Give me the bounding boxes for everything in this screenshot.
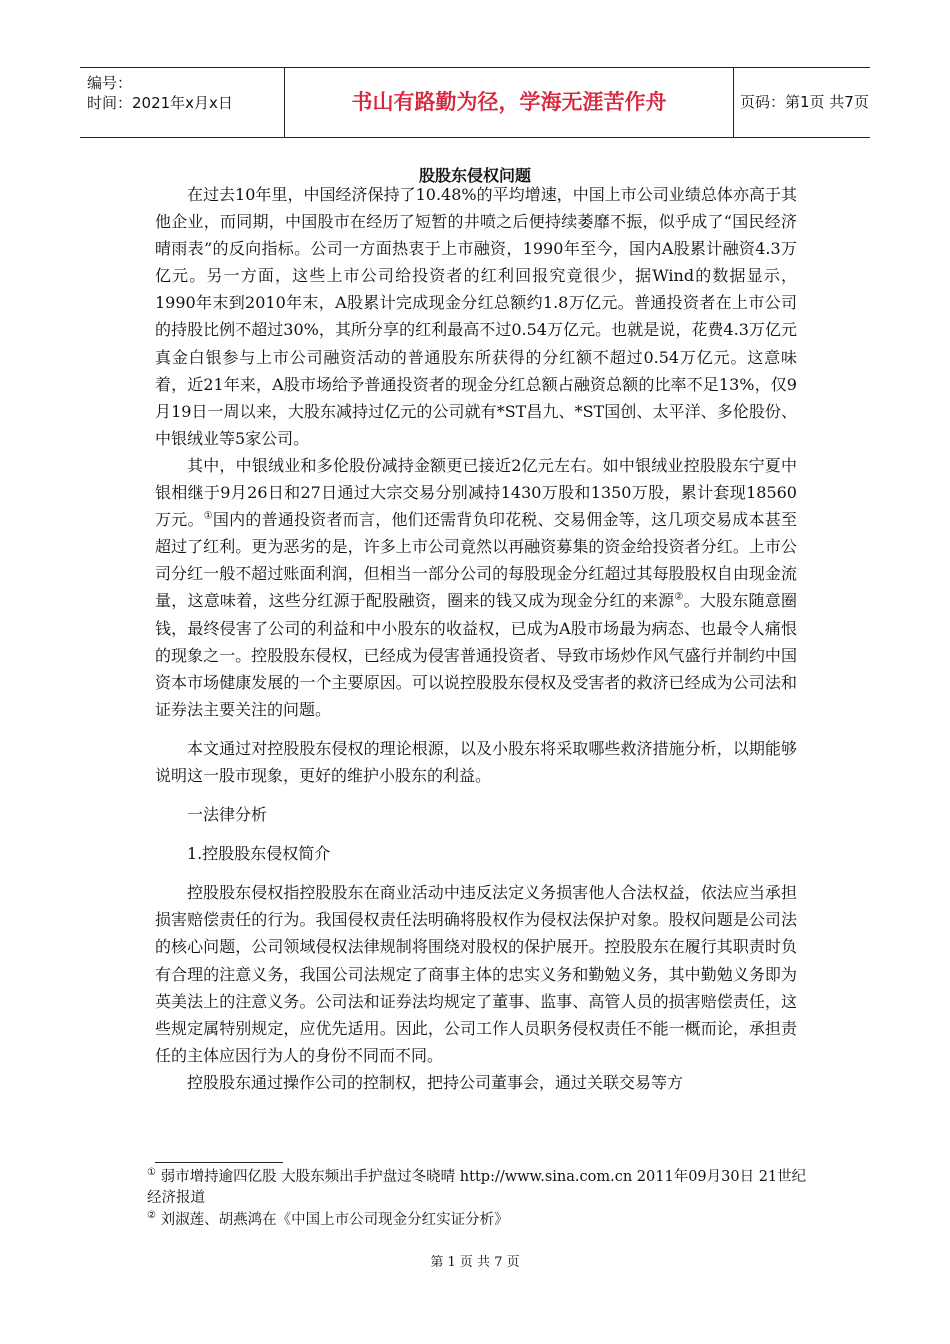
footnote-separator — [155, 1162, 283, 1163]
header-page-info: 页码：第1页 共7页 — [740, 93, 869, 111]
paragraph-2-part-a: 其中，中银绒业和多伦股份减持金额更已接近2亿元左右。如中银绒业控股股东宁夏中银相继于9月26日和27日通过大宗交易分别减持1430万股和1350万股，累计套现18560万元。 — [155, 455, 797, 530]
paragraph-5: 控股股东通过操作公司的控制权，把持公司董事会，通过关联交易等方 — [187, 1072, 684, 1092]
header-motto: 书山有路勤为径，学海无涯苦作舟 — [285, 68, 734, 137]
footnote-2 — [147, 1210, 807, 1231]
paragraph-4: 控股股东侵权指控股股东在商业活动中违反法定义务损害他人合法权益，依法应当承担损害赔偿责任的行为。我国侵权责任法明确将股权作为侵权法保护对象。股权问题是公司法的核心问题，公司领域侵权法律规制将围绕对股权的保护展开。控股股东在履行其职责时负有合理的注意义务，我国公司法规定了商事主体的忠实义务和勤勉义务，其中勤勉义务即为英美法上的注意义务。公司法和证券法均规定了董事、监事、高管人员的损害赔偿责任，这些规定属特别规定，应优先适用。因此，公司工作人员职务侵权责任不能一概而论，承担责任的主体应因行为人的身份不同而不同。 — [155, 883, 797, 1065]
page-number-footer: 第 1 页 共 7 页 — [430, 1255, 520, 1270]
footnote-1-text: 弱市增持逾四亿股 大股东频出手护盘过冬晓晴 http://www.sina.com.cn 2011年09月30日 21世纪经济报道 — [147, 1169, 807, 1206]
subsection-heading: 1.控股股东侵权简介 — [187, 844, 331, 864]
paragraph-1: 在过去10年里，中国经济保持了10.48%的平均增速，中国上市公司业绩总体亦高于其他企业，而同期，中国股市在经历了短暂的井喷之后便持续萎靡不振，似乎成了“国民经济晴雨表”的反向指标。公司一方面热衷于上市融资，1990年至今，国内A股累计融资4.3万亿元。另一方面，这些上市公司给投资者的红利回报究竟很少，据Wind的数据显示，1990年末到2010年末，A股累计完成现金分红总额约1.8万亿元。普通投资者在上市公司的持股比例不超过30%，其所分享的红利最高不过0.54万亿元。也就是说，花费4.3万亿元真金白银参与上市公司融资活动的普通股东所获得的分红额不超过0.54万亿元。这意味着，近21年来，A股市场给予普通投资者的现金分红总额占融资总额的比率不足13%，仅9月19日一周以来，大股东减持过亿元的公司就有*ST昌九、*ST国创、太平洋、多伦股份、中银绒业等5家公司。 — [155, 185, 797, 448]
header-number: 编号： — [87, 74, 133, 92]
footnote-ref-1[interactable]: ① — [203, 510, 213, 522]
paragraph-2-part-c: 。大股东随意圈钱，最终侵害了公司的利益和中小股东的收益权，已成为A股市场最为病态、也最令人痛恨的现象之一。控股股东侵权，已经成为侵害普通投资者、导致市场炒作风气盛行并制约中国资本市场健康发展的一个主要原因。可以说控股股东侵权及受害者的救济已经成为公司法和证券法主要关注的问题。 — [155, 591, 797, 719]
document-title: 股股东侵权问题 — [418, 166, 531, 185]
footnote-1 — [147, 1167, 807, 1209]
document-body — [155, 181, 797, 1096]
footnote-1-mark: ① — [147, 1167, 156, 1179]
footnote-2-mark: ② — [147, 1210, 156, 1222]
header-date: 时间：2021年x月x日 — [87, 94, 233, 112]
footnote-2-text: 刘淑莲、胡燕鸿在《中国上市公司现金分红实证分析》 — [160, 1212, 509, 1228]
header-meta-cell — [80, 68, 285, 137]
footnote-ref-2[interactable]: ② — [674, 592, 684, 604]
paragraph-2-part-b: 国内的普通投资者而言，他们还需背负印花税、交易佣金等，这几项交易成本甚至超过了红利。更为恶劣的是，许多上市公司竟然以再融资募集的资金给投资者分红。上市公司分红一般不超过账面利润，但相当一部分公司的每股现金分红超过其每股股权自由现金流量，这意味着，这些分红源于配股融资，圈来的钱又成为现金分红的来源 — [155, 510, 797, 611]
page-header-table — [80, 67, 870, 138]
paragraph-3: 本文通过对控股股东侵权的理论根源，以及小股东将采取哪些救济措施分析，以期能够说明这一股市现象，更好的维护小股东的利益。 — [155, 738, 797, 785]
section-heading-legal: 一法律分析 — [187, 805, 268, 825]
paragraph-2 — [155, 452, 797, 723]
